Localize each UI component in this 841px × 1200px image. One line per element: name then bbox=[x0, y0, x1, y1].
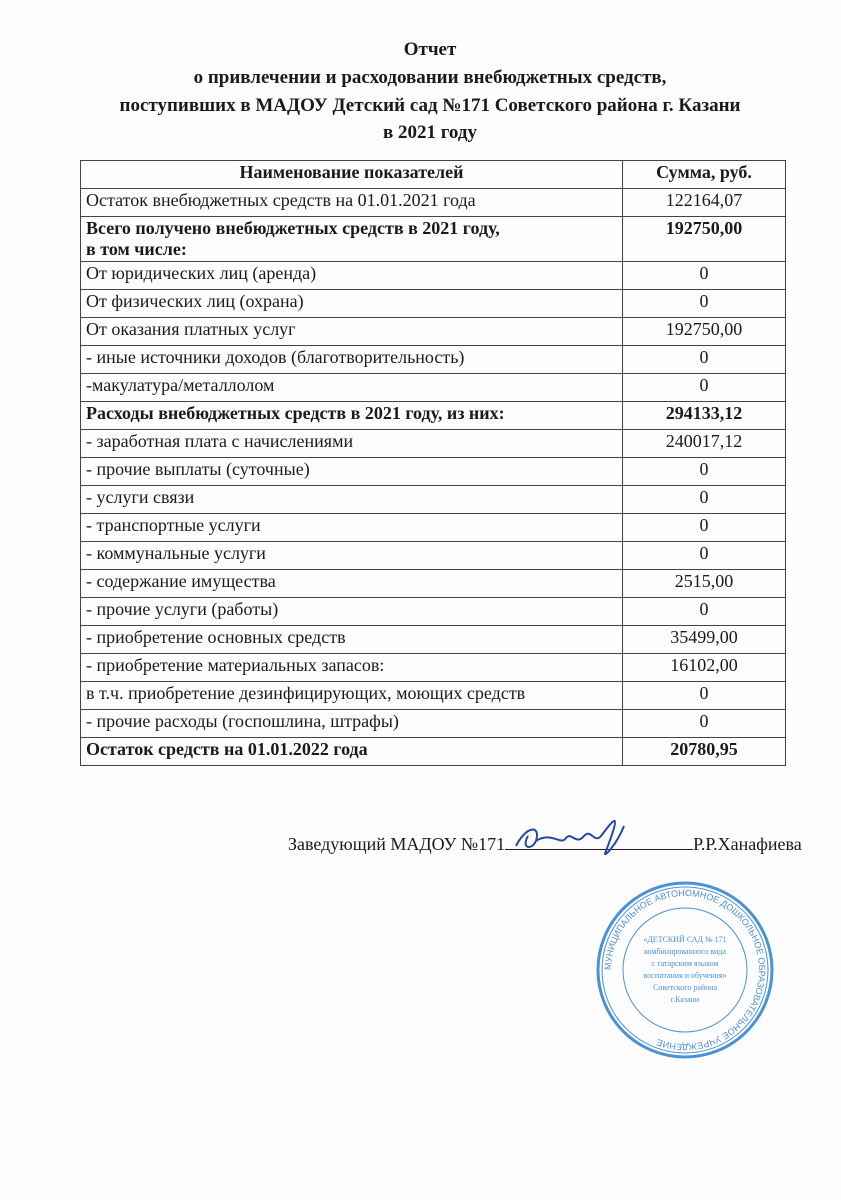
row-name: - приобретение материальных запасов: bbox=[86, 655, 385, 675]
doc-subtitle-1: о привлечении и расходовании внебюджетных средств, bbox=[193, 67, 667, 88]
table-row bbox=[81, 710, 786, 738]
row-name: - услуги связи bbox=[86, 487, 195, 507]
svg-text:МУНИЦИПАЛЬНОЕ АВТОНОМНОЕ ДОШКО bbox=[603, 888, 767, 1052]
cell-name bbox=[81, 682, 623, 710]
signer-name: Р.Р.Ханафиева bbox=[693, 834, 802, 854]
stamp-line: воспитания и обучения» bbox=[643, 971, 727, 980]
cell-value: 0 bbox=[623, 682, 786, 710]
table-row bbox=[81, 262, 786, 290]
cell-value: 294133,12 bbox=[623, 402, 786, 430]
cell-name bbox=[81, 290, 623, 318]
row-name: Расходы внебюджетных средств в 2021 году, из них: bbox=[86, 403, 505, 423]
row-name: От юридических лиц (аренда) bbox=[86, 263, 317, 283]
cell-value: 0 bbox=[623, 458, 786, 486]
row-name-cont: в том числе: bbox=[86, 239, 187, 259]
cell-name bbox=[81, 738, 623, 766]
cell-value: 0 bbox=[623, 598, 786, 626]
cell-value: 0 bbox=[623, 486, 786, 514]
cell-value: 0 bbox=[623, 290, 786, 318]
stamp-outer-text: МУНИЦИПАЛЬНОЕ АВТОНОМНОЕ ДОШКОЛЬНОЕ ОБРАЗОВАТЕЛЬНОЕ УЧРЕЖДЕНИЕ bbox=[602, 887, 768, 1053]
cell-value: 2515,00 bbox=[623, 570, 786, 598]
row-name: Всего получено внебюджетных средств в 2021 году, bbox=[86, 218, 500, 238]
table-row bbox=[81, 458, 786, 486]
stamp-line: Советского района bbox=[653, 983, 717, 992]
report-body bbox=[80, 160, 802, 855]
table-row bbox=[81, 374, 786, 402]
header-name: Наименование показателей bbox=[81, 161, 623, 189]
table-row bbox=[81, 626, 786, 654]
cell-value: 16102,00 bbox=[623, 654, 786, 682]
cell-value: 122164,07 bbox=[623, 189, 786, 217]
cell-name bbox=[81, 458, 623, 486]
signature-line bbox=[288, 834, 808, 855]
table-row bbox=[81, 189, 786, 217]
cell-name bbox=[81, 710, 623, 738]
table-row bbox=[81, 217, 786, 262]
row-name: - транспортные услуги bbox=[86, 515, 261, 535]
cell-value: 0 bbox=[623, 542, 786, 570]
table-row bbox=[81, 542, 786, 570]
cell-value: 0 bbox=[623, 374, 786, 402]
table-row bbox=[81, 486, 786, 514]
row-name: - прочие услуги (работы) bbox=[86, 599, 279, 619]
cell-name bbox=[81, 346, 623, 374]
table-row bbox=[81, 654, 786, 682]
cell-value: 0 bbox=[623, 514, 786, 542]
row-name: - прочие выплаты (суточные) bbox=[86, 459, 310, 479]
table-row bbox=[81, 598, 786, 626]
cell-name bbox=[81, 402, 623, 430]
table-row bbox=[81, 738, 786, 766]
table-row bbox=[81, 402, 786, 430]
table-row bbox=[81, 570, 786, 598]
row-name: От оказания платных услуг bbox=[86, 319, 296, 339]
report-table bbox=[80, 160, 786, 766]
cell-name bbox=[81, 570, 623, 598]
row-name: От физических лиц (охрана) bbox=[86, 291, 304, 311]
cell-name bbox=[81, 189, 623, 217]
table-row bbox=[81, 682, 786, 710]
row-name: Остаток средств на 01.01.2022 года bbox=[86, 739, 368, 759]
cell-value: 0 bbox=[623, 710, 786, 738]
cell-value: 35499,00 bbox=[623, 626, 786, 654]
stamp-line: комбинированного вида bbox=[644, 947, 726, 956]
cell-name bbox=[81, 542, 623, 570]
cell-value: 0 bbox=[623, 262, 786, 290]
cell-value: 192750,00 bbox=[623, 318, 786, 346]
doc-subtitle-3: в 2021 году bbox=[383, 122, 477, 143]
row-name: в т.ч. приобретение дезинфицирующих, моющих средств bbox=[86, 683, 526, 703]
row-name: - прочие расходы (госпошлина, штрафы) bbox=[86, 711, 399, 731]
table-row bbox=[81, 430, 786, 458]
row-name: - приобретение основных средств bbox=[86, 627, 346, 647]
handwritten-signature bbox=[506, 806, 636, 856]
cell-value: 0 bbox=[623, 346, 786, 374]
row-name: Остаток внебюджетных средств на 01.01.2021 года bbox=[86, 190, 476, 210]
cell-name bbox=[81, 374, 623, 402]
row-name: - содержание имущества bbox=[86, 571, 276, 591]
cell-name bbox=[81, 486, 623, 514]
row-name: - иные источники доходов (благотворительность) bbox=[86, 347, 465, 367]
doc-subtitle-2: поступивших в МАДОУ Детский сад №171 Советского района г. Казани bbox=[119, 95, 741, 116]
cell-name bbox=[81, 430, 623, 458]
row-name: -макулатура/металлолом bbox=[86, 375, 275, 395]
table-row bbox=[81, 346, 786, 374]
stamp-line: г.Казани bbox=[670, 995, 700, 1004]
table-row bbox=[81, 290, 786, 318]
cell-name bbox=[81, 626, 623, 654]
stamp-line: с татарским языком bbox=[651, 959, 719, 968]
doc-title: Отчет bbox=[403, 39, 457, 60]
cell-value: 20780,95 bbox=[623, 738, 786, 766]
cell-name bbox=[81, 654, 623, 682]
cell-name bbox=[81, 514, 623, 542]
cell-name bbox=[81, 217, 623, 262]
cell-value: 192750,00 bbox=[623, 217, 786, 262]
header-sum: Сумма, руб. bbox=[623, 161, 786, 189]
signer-position: Заведующий МАДОУ №171 bbox=[288, 834, 506, 854]
cell-name bbox=[81, 598, 623, 626]
cell-value: 240017,12 bbox=[623, 430, 786, 458]
table-row bbox=[81, 318, 786, 346]
official-stamp bbox=[595, 880, 775, 1060]
cell-name bbox=[81, 262, 623, 290]
cell-name bbox=[81, 318, 623, 346]
row-name: - заработная плата с начислениями bbox=[86, 431, 354, 451]
table-row bbox=[81, 514, 786, 542]
stamp-line: «ДЕТСКИЙ САД № 171 bbox=[643, 935, 727, 944]
row-name: - коммунальные услуги bbox=[86, 543, 266, 563]
